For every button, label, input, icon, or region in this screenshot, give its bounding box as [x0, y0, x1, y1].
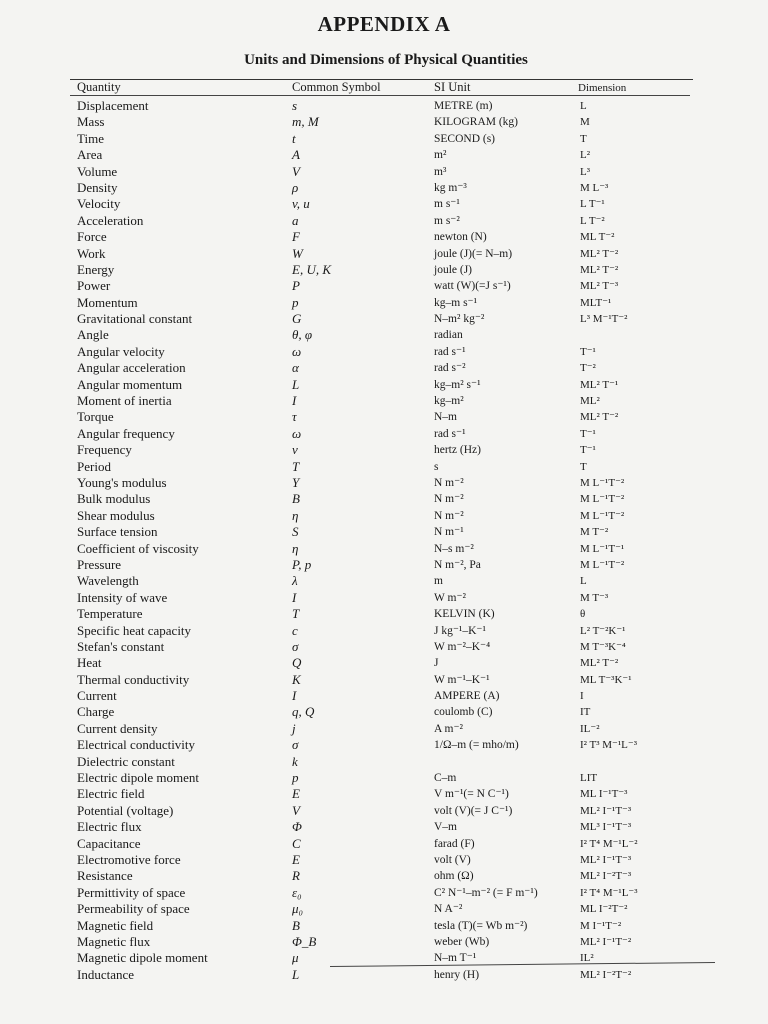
- table-row: [0, 459, 768, 475]
- symbol-cell: Y: [292, 474, 300, 490]
- unit-cell: coulomb (C): [434, 706, 493, 719]
- symbol-cell: I: [292, 688, 297, 704]
- table-row: [0, 311, 768, 327]
- quantity-cell: Shear modulus: [77, 507, 155, 523]
- symbol-cell: T: [292, 458, 300, 474]
- dimension-cell: M T⁻³: [580, 591, 609, 604]
- symbol-cell: V: [292, 163, 300, 179]
- symbol-cell: R: [292, 868, 300, 884]
- dimension-cell: L: [580, 575, 587, 588]
- unit-cell: radian: [434, 329, 463, 342]
- quantity-cell: Surface tension: [77, 524, 158, 540]
- unit-cell: rad s⁻¹: [434, 427, 466, 440]
- unit-cell: W m⁻²–K⁻⁴: [434, 640, 491, 653]
- table-title: Units and Dimensions of Physical Quantities: [244, 52, 528, 68]
- dimension-cell: M T⁻²: [580, 526, 609, 539]
- quantity-cell: Young's modulus: [77, 474, 167, 490]
- dimension-cell: L²: [580, 149, 591, 162]
- unit-cell: N m⁻²: [434, 509, 464, 522]
- table-row: [0, 770, 768, 786]
- table-row: [0, 508, 768, 524]
- quantity-cell: Coefficient of viscosity: [77, 540, 199, 556]
- symbol-cell: V: [292, 802, 300, 818]
- quantity-cell: Electric flux: [77, 819, 142, 835]
- table-row: [0, 360, 768, 376]
- table-row: [0, 606, 768, 622]
- quantity-cell: Charge: [77, 704, 115, 720]
- table-row: [0, 377, 768, 393]
- dimension-cell: L: [580, 100, 587, 112]
- dimension-cell: I² T³ M⁻¹L⁻³: [580, 739, 637, 752]
- table-row: [0, 852, 768, 868]
- quantity-cell: Angle: [77, 327, 109, 343]
- quantity-cell: Time: [77, 130, 104, 146]
- dimension-cell: ML² I⁻²T⁻²: [580, 968, 632, 981]
- symbol-cell: ν: [292, 442, 298, 458]
- dimension-cell: ML² T⁻²: [580, 247, 619, 260]
- table-header-rule: [70, 95, 690, 96]
- symbol-cell: t: [292, 130, 296, 146]
- dimension-cell: M L⁻¹T⁻²: [580, 476, 625, 489]
- unit-cell: N–m T⁻¹: [434, 952, 477, 965]
- table-row: [0, 409, 768, 425]
- quantity-cell: Intensity of wave: [77, 589, 168, 605]
- quantity-cell: Power: [77, 278, 111, 294]
- table-row: [0, 213, 768, 229]
- unit-cell: rad s⁻¹: [434, 345, 466, 358]
- quantity-cell: Stefan's constant: [77, 638, 165, 654]
- symbol-cell: ρ: [292, 179, 299, 195]
- quantity-cell: Magnetic dipole moment: [77, 950, 208, 966]
- table-top-rule: [70, 79, 693, 80]
- quantity-cell: Acceleration: [77, 212, 144, 228]
- dimension-cell: LIT: [580, 772, 598, 785]
- header-quantity: Quantity: [77, 80, 121, 94]
- symbol-cell: P: [292, 278, 300, 294]
- dimension-cell: ML² I⁻¹T⁻³: [580, 853, 632, 866]
- symbol-cell: p: [292, 770, 299, 786]
- symbol-cell: A: [292, 147, 300, 163]
- symbol-cell: G: [292, 311, 302, 327]
- dimension-cell: IL²: [580, 952, 594, 965]
- symbol-cell: α: [292, 360, 299, 376]
- dimension-cell: IL⁻²: [580, 722, 600, 735]
- unit-cell: kg–m²: [434, 395, 464, 408]
- dimension-cell: ML² T⁻²: [580, 263, 619, 276]
- quantity-cell: Period: [77, 458, 111, 474]
- table-row: [0, 196, 768, 212]
- symbol-cell: η: [292, 540, 299, 556]
- dimension-cell: T: [580, 460, 587, 473]
- dimension-cell: ML T⁻³K⁻¹: [580, 673, 632, 686]
- table-row: [0, 688, 768, 704]
- dimension-cell: ML I⁻²T⁻²: [580, 903, 628, 916]
- dimension-cell: M L⁻¹T⁻²: [580, 558, 625, 571]
- symbol-cell: Φ_B: [292, 933, 317, 949]
- dimension-cell: I² T⁴ M⁻¹L⁻³: [580, 886, 638, 899]
- table-row: [0, 934, 768, 950]
- dimension-cell: L³: [580, 165, 591, 178]
- dimension-cell: T⁻²: [580, 362, 596, 375]
- table-row: [0, 967, 768, 983]
- table-row: [0, 868, 768, 884]
- symbol-cell: P, p: [292, 556, 312, 572]
- quantity-cell: Thermal conductivity: [77, 671, 190, 687]
- symbol-cell: v, u: [292, 196, 310, 212]
- quantity-cell: Magnetic flux: [77, 933, 151, 949]
- dimension-cell: ML² T⁻¹: [580, 378, 619, 391]
- unit-cell: N–m² kg⁻²: [434, 313, 485, 326]
- table-row: [0, 229, 768, 245]
- symbol-cell: B: [292, 917, 300, 933]
- symbol-cell: τ: [292, 409, 297, 425]
- dimension-cell: ML² T⁻²: [580, 657, 619, 670]
- symbol-cell: k: [292, 753, 298, 769]
- table-row: [0, 950, 768, 966]
- table-row: [0, 836, 768, 852]
- symbol-cell: ω: [292, 425, 302, 441]
- quantity-cell: Heat: [77, 655, 102, 671]
- unit-cell: KILOGRAM (kg): [434, 116, 519, 129]
- quantity-cell: Current density: [77, 720, 158, 736]
- symbol-cell: L: [292, 376, 300, 392]
- dimension-cell: M I⁻¹T⁻²: [580, 919, 622, 932]
- symbol-cell: L: [292, 966, 300, 982]
- quantity-cell: Area: [77, 147, 103, 163]
- unit-cell: N–m: [434, 411, 457, 424]
- symbol-cell: m, M: [292, 114, 319, 130]
- table-row: [0, 475, 768, 491]
- symbol-cell: E: [292, 786, 300, 802]
- quantity-cell: Specific heat capacity: [77, 622, 192, 638]
- table-row: [0, 344, 768, 360]
- dimension-cell: θ: [580, 608, 586, 621]
- symbol-cell: c: [292, 622, 298, 638]
- unit-cell: AMPERE (A): [434, 690, 500, 703]
- quantity-cell: Permeability of space: [77, 901, 190, 917]
- table-row: [0, 704, 768, 720]
- dimension-cell: L T⁻²: [580, 214, 605, 227]
- quantity-cell: Work: [77, 245, 106, 261]
- unit-cell: s: [434, 460, 439, 473]
- table-row: [0, 147, 768, 163]
- table-row: [0, 819, 768, 835]
- table-row: [0, 918, 768, 934]
- symbol-cell: σ: [292, 638, 299, 654]
- quantity-cell: Bulk modulus: [77, 491, 151, 507]
- symbol-cell: F: [292, 229, 300, 245]
- quantity-cell: Current: [77, 688, 117, 704]
- symbol-cell: ε₀: [292, 884, 302, 900]
- table-row: [0, 573, 768, 589]
- unit-cell: 1/Ω–m (= mho/m): [434, 739, 519, 752]
- quantity-cell: Electromotive force: [77, 851, 181, 867]
- symbol-cell: θ, φ: [292, 327, 313, 343]
- dimension-cell: L T⁻¹: [580, 198, 605, 211]
- dimension-cell: M T⁻³K⁻⁴: [580, 640, 626, 653]
- quantity-cell: Volume: [77, 163, 118, 179]
- table-row: [0, 623, 768, 639]
- quantity-cell: Wavelength: [77, 573, 139, 589]
- quantity-cell: Gravitational constant: [77, 311, 193, 327]
- dimension-cell: T⁻¹: [580, 444, 596, 457]
- quantity-cell: Moment of inertia: [77, 393, 172, 409]
- quantity-cell: Electric dipole moment: [77, 770, 200, 786]
- symbol-cell: σ: [292, 737, 299, 753]
- symbol-cell: q, Q: [292, 704, 315, 720]
- quantity-cell: Momentum: [77, 294, 138, 310]
- table-row: [0, 803, 768, 819]
- table-row: [0, 737, 768, 753]
- unit-cell: m³: [434, 165, 447, 178]
- dimension-cell: T: [580, 132, 587, 145]
- unit-cell: W m⁻²: [434, 591, 466, 604]
- quantity-cell: Energy: [77, 261, 115, 277]
- symbol-cell: η: [292, 507, 299, 523]
- unit-cell: A m⁻²: [434, 722, 464, 735]
- symbol-cell: μ: [292, 950, 299, 966]
- symbol-cell: ω: [292, 343, 302, 359]
- table-row: [0, 639, 768, 655]
- unit-cell: N m⁻²: [434, 493, 464, 506]
- dimension-cell: M L⁻¹T⁻¹: [580, 542, 625, 555]
- unit-cell: N m⁻²: [434, 476, 464, 489]
- unit-cell: kg–m s⁻¹: [434, 296, 478, 309]
- unit-cell: kg m⁻³: [434, 181, 467, 194]
- dimension-cell: ML²: [580, 395, 600, 408]
- dimension-cell: I: [580, 690, 584, 703]
- table-row: [0, 393, 768, 409]
- unit-cell: newton (N): [434, 231, 487, 244]
- unit-cell: J kg⁻¹–K⁻¹: [434, 624, 486, 637]
- dimension-cell: L² T⁻²K⁻¹: [580, 624, 626, 637]
- header-symbol: Common Symbol: [292, 80, 381, 94]
- dimension-cell: M L⁻³: [580, 181, 609, 194]
- quantity-cell: Dielectric constant: [77, 753, 175, 769]
- units-table: [0, 98, 768, 983]
- table-row: [0, 754, 768, 770]
- dimension-cell: ML² T⁻³: [580, 280, 619, 293]
- symbol-cell: μ₀: [292, 901, 304, 917]
- table-row: [0, 524, 768, 540]
- dimension-cell: ML² I⁻¹T⁻²: [580, 935, 632, 948]
- unit-cell: volt (V): [434, 853, 471, 866]
- unit-cell: joule (J): [434, 263, 473, 276]
- unit-cell: W m⁻¹–K⁻¹: [434, 673, 490, 686]
- unit-cell: C² N⁻¹–m⁻² (= F m⁻¹): [434, 886, 538, 899]
- table-row: [0, 180, 768, 196]
- unit-cell: farad (F): [434, 837, 475, 850]
- dimension-cell: IT: [580, 706, 591, 719]
- dimension-cell: ML I⁻¹T⁻³: [580, 788, 628, 801]
- table-row: [0, 901, 768, 917]
- dimension-cell: T⁻¹: [580, 345, 596, 358]
- symbol-cell: I: [292, 393, 297, 409]
- table-row: [0, 491, 768, 507]
- unit-cell: SECOND (s): [434, 132, 496, 145]
- dimension-cell: T⁻¹: [580, 427, 596, 440]
- unit-cell: hertz (Hz): [434, 444, 481, 457]
- unit-cell: m²: [434, 149, 447, 162]
- quantity-cell: Force: [77, 229, 107, 245]
- table-row: [0, 721, 768, 737]
- symbol-cell: s: [292, 98, 298, 113]
- quantity-cell: Mass: [77, 114, 105, 130]
- unit-cell: henry (H): [434, 968, 480, 981]
- table-row: [0, 98, 768, 114]
- table-row: [0, 426, 768, 442]
- unit-cell: METRE (m): [434, 100, 493, 112]
- quantity-cell: Velocity: [77, 196, 121, 212]
- unit-cell: V–m: [434, 821, 457, 834]
- quantity-cell: Capacitance: [77, 835, 141, 851]
- quantity-cell: Angular acceleration: [77, 360, 186, 376]
- unit-cell: C–m: [434, 772, 457, 785]
- symbol-cell: K: [292, 671, 301, 687]
- dimension-cell: ML T⁻²: [580, 231, 615, 244]
- page-title: APPENDIX A: [317, 12, 451, 36]
- dimension-cell: ML³ I⁻¹T⁻³: [580, 821, 632, 834]
- table-row: [0, 246, 768, 262]
- symbol-cell: T: [292, 606, 300, 622]
- symbol-cell: C: [292, 835, 301, 851]
- dimension-cell: M L⁻¹T⁻²: [580, 493, 625, 506]
- unit-cell: m s⁻²: [434, 214, 460, 227]
- dimension-cell: I² T⁴ M⁻¹L⁻²: [580, 837, 638, 850]
- unit-cell: weber (Wb): [434, 935, 490, 948]
- dimension-cell: MLT⁻¹: [580, 296, 612, 309]
- table-row: [0, 655, 768, 671]
- quantity-cell: Density: [77, 179, 118, 195]
- symbol-cell: p: [292, 294, 299, 310]
- unit-cell: N m⁻², Pa: [434, 558, 481, 571]
- table-row: [0, 131, 768, 147]
- unit-cell: KELVIN (K): [434, 608, 495, 621]
- dimension-cell: M: [580, 116, 590, 129]
- unit-cell: watt (W)(=J s⁻¹): [434, 280, 511, 293]
- quantity-cell: Angular momentum: [77, 376, 183, 392]
- quantity-cell: Potential (voltage): [77, 802, 174, 818]
- table-row: [0, 541, 768, 557]
- table-row: [0, 672, 768, 688]
- quantity-cell: Electric field: [77, 786, 145, 802]
- table-row: [0, 114, 768, 130]
- symbol-cell: E, U, K: [292, 261, 331, 277]
- symbol-cell: B: [292, 491, 300, 507]
- quantity-cell: Angular frequency: [77, 425, 175, 441]
- symbol-cell: I: [292, 589, 297, 605]
- symbol-cell: Q: [292, 655, 302, 671]
- unit-cell: m: [434, 575, 443, 588]
- symbol-cell: j: [292, 720, 296, 736]
- header-unit: SI Unit: [434, 80, 471, 94]
- symbol-cell: W: [292, 245, 303, 261]
- quantity-cell: Resistance: [77, 868, 133, 884]
- dimension-cell: ML² I⁻¹T⁻³: [580, 804, 632, 817]
- dimension-cell: ML² T⁻²: [580, 411, 619, 424]
- table-row: [0, 164, 768, 180]
- table-row: [0, 262, 768, 278]
- table-row: [0, 278, 768, 294]
- quantity-cell: Angular velocity: [77, 343, 165, 359]
- unit-cell: joule (J)(= N–m): [434, 247, 513, 260]
- unit-cell: N–s m⁻²: [434, 542, 474, 555]
- unit-cell: N m⁻¹: [434, 526, 464, 539]
- header-dimension: Dimension: [578, 82, 627, 94]
- unit-cell: J: [434, 657, 439, 670]
- quantity-cell: Permittivity of space: [77, 884, 186, 900]
- table-row: [0, 590, 768, 606]
- quantity-cell: Inductance: [77, 966, 135, 982]
- quantity-cell: Displacement: [77, 98, 149, 113]
- dimension-cell: M L⁻¹T⁻²: [580, 509, 625, 522]
- unit-cell: V m⁻¹(= N C⁻¹): [434, 788, 509, 801]
- unit-cell: N A⁻²: [434, 903, 463, 916]
- table-row: [0, 557, 768, 573]
- symbol-cell: E: [292, 851, 300, 867]
- quantity-cell: Pressure: [77, 556, 122, 572]
- symbol-cell: a: [292, 212, 299, 228]
- dimension-cell: ML² I⁻²T⁻³: [580, 870, 632, 883]
- table-row: [0, 786, 768, 802]
- table-row: [0, 885, 768, 901]
- unit-cell: m s⁻¹: [434, 198, 460, 211]
- unit-cell: rad s⁻²: [434, 362, 466, 375]
- unit-cell: ohm (Ω): [434, 870, 474, 883]
- symbol-cell: λ: [292, 573, 298, 589]
- table-row: [0, 327, 768, 343]
- quantity-cell: Temperature: [77, 606, 143, 622]
- unit-cell: volt (V)(= J C⁻¹): [434, 804, 513, 817]
- dimension-cell: L³ M⁻¹T⁻²: [580, 313, 628, 326]
- table-row: [0, 295, 768, 311]
- quantity-cell: Electrical conductivity: [77, 737, 196, 753]
- quantity-cell: Magnetic field: [77, 917, 154, 933]
- symbol-cell: S: [292, 524, 299, 540]
- unit-cell: kg–m² s⁻¹: [434, 378, 481, 391]
- quantity-cell: Torque: [77, 409, 114, 425]
- table-row: [0, 442, 768, 458]
- quantity-cell: Frequency: [77, 442, 132, 458]
- unit-cell: tesla (T)(= Wb m⁻²): [434, 919, 528, 932]
- symbol-cell: Φ: [292, 819, 302, 835]
